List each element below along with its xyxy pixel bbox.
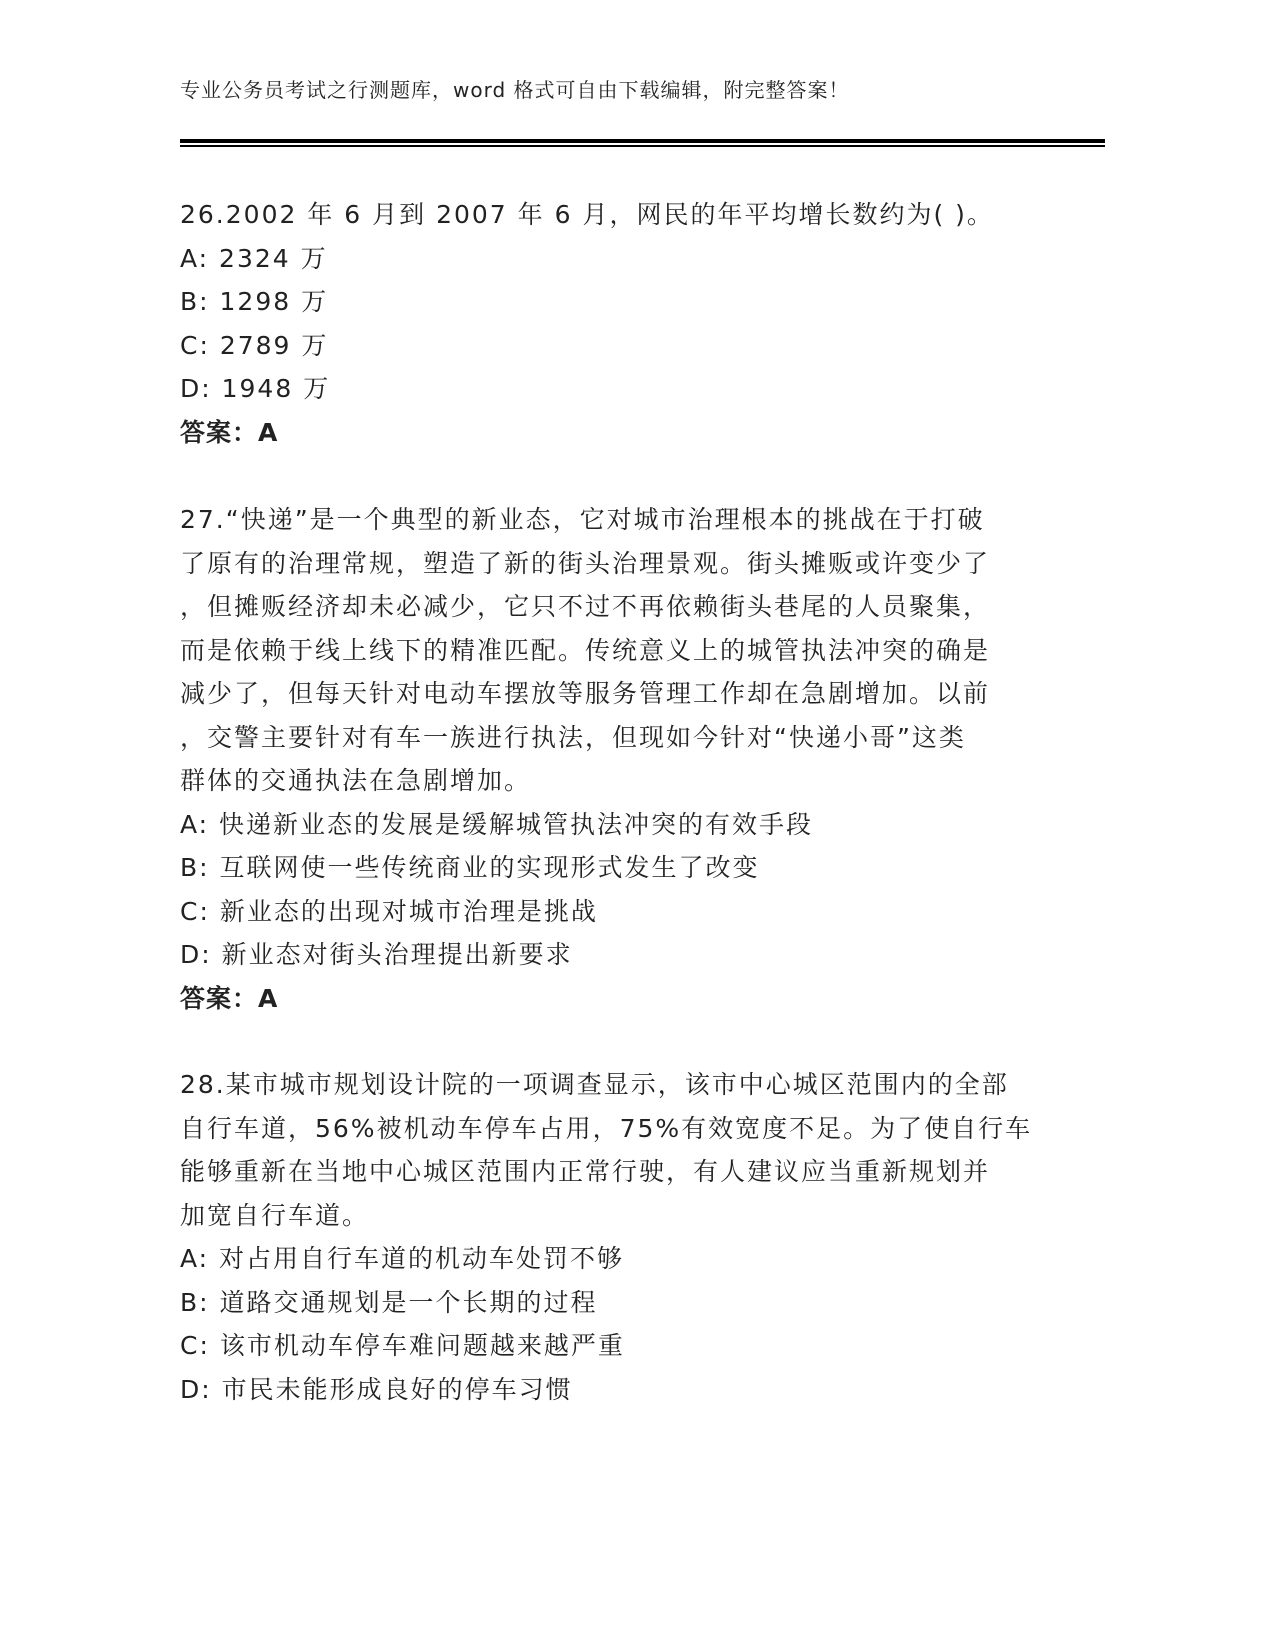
- option-c: C: 新业态的出现对城市治理是挑战: [180, 896, 598, 926]
- question-27: [180, 498, 1040, 1020]
- option-c: C: 该市机动车停车难问题越来越严重: [180, 1331, 625, 1360]
- option-a: A: 2324 万: [180, 243, 328, 273]
- option-a: A: 快递新业态的发展是缓解城管执法冲突的有效手段: [180, 809, 814, 839]
- page-header: 专业公务员考试之行测题库，word 格式可自由下载编辑，附完整答案！: [180, 78, 850, 102]
- question-stem-line: 了原有的治理常规，塑造了新的街头治理景观。街头摊贩或许变少了: [180, 548, 991, 578]
- question-stem-line: ，交警主要针对有车一族进行执法，但现如今针对“快递小哥”这类: [180, 722, 966, 752]
- question-stem-line: 能够重新在当地中心城区范围内正常行驶，有人建议应当重新规划并: [180, 1157, 991, 1186]
- question-stem-line: 27.“快递”是一个典型的新业态，它对城市治理根本的挑战在于打破: [180, 505, 985, 534]
- option-a: A: 对占用自行车道的机动车处罚不够: [180, 1244, 625, 1273]
- question-stem-line: 减少了，但每天针对电动车摆放等服务管理工作却在急剧增加。以前: [180, 679, 991, 708]
- question-28: [180, 1063, 1040, 1411]
- header-divider: [180, 139, 1105, 147]
- option-d: D: 市民未能形成良好的停车习惯: [180, 1374, 573, 1404]
- option-c: C: 2789 万: [180, 330, 329, 360]
- question-stem-line: 自行车道，56%被机动车停车占用，75%有效宽度不足。为了使自行车: [180, 1113, 1033, 1143]
- answer: 答案：A: [180, 417, 279, 447]
- question-stem-line: 加宽自行车道。: [180, 1200, 370, 1230]
- question-stem-line: 而是依赖于线上线下的精准匹配。传统意义上的城管执法冲突的确是: [180, 635, 991, 665]
- question-26: [180, 193, 1040, 454]
- option-b: B: 1298 万: [180, 287, 329, 316]
- option-b: B: 道路交通规划是一个长期的过程: [180, 1287, 598, 1317]
- question-stem-line: ，但摊贩经济却未必减少，它只不过不再依赖街头巷尾的人员聚集，: [180, 592, 991, 621]
- answer: 答案：A: [180, 983, 279, 1013]
- question-stem: 26.2002 年 6 月到 2007 年 6 月，网民的年平均增长数约为( )。: [180, 200, 994, 229]
- option-b: B: 互联网使一些传统商业的实现形式发生了改变: [180, 853, 760, 882]
- option-d: D: 1948 万: [180, 374, 331, 403]
- question-stem-line: 28.某市城市规划设计院的一项调查显示，该市中心城区范围内的全部: [180, 1070, 1009, 1099]
- question-stem-line: 群体的交通执法在急剧增加。: [180, 766, 532, 795]
- option-d: D: 新业态对街头治理提出新要求: [180, 940, 573, 969]
